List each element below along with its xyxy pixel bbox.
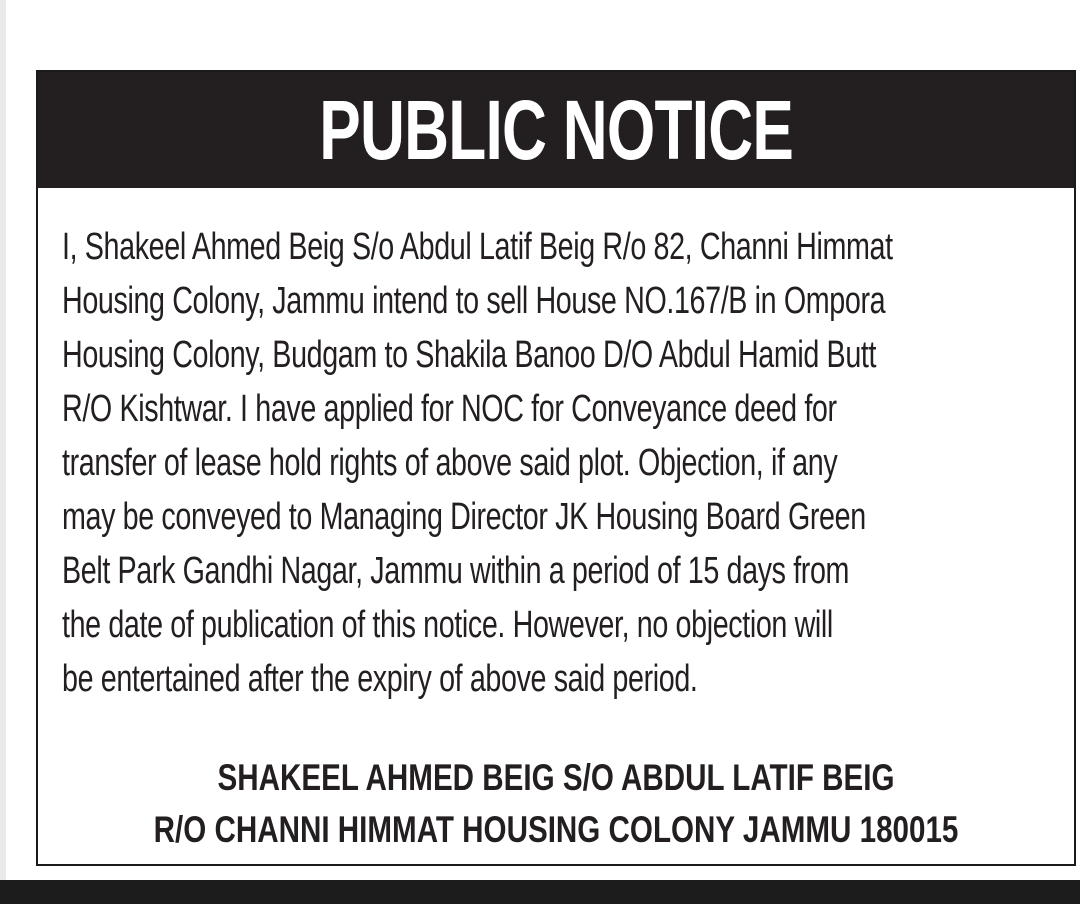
bottom-bar [0, 880, 1080, 904]
body-line: R/O Kishtwar. I have applied for NOC for Conveyance deed for [62, 388, 837, 430]
body-line: Housing Colony, Budgam to Shakila Banoo D/O Abdul Hamid Butt [62, 334, 877, 376]
signature-block [38, 752, 1074, 856]
body-line: transfer of lease hold rights of above said plot. Objection, if any [62, 442, 838, 484]
page-edge [0, 0, 6, 880]
title-bar [38, 72, 1074, 188]
notice-title: PUBLIC NOTICE [319, 83, 793, 177]
body-line: the date of publication of this notice. However, no objection will [62, 604, 833, 646]
notice-body [62, 220, 1052, 706]
body-line: I, Shakeel Ahmed Beig S/o Abdul Latif Beig R/o 82, Channi Himmat [62, 226, 893, 268]
public-notice-box [36, 70, 1076, 866]
body-line: may be conveyed to Managing Director JK Housing Board Green [62, 496, 866, 538]
body-line: Housing Colony, Jammu intend to sell House NO.167/B in Ompora [62, 280, 886, 322]
body-line: be entertained after the expiry of above said period. [62, 658, 698, 700]
signature-name: SHAKEEL AHMED BEIG S/O ABDUL LATIF BEIG [217, 757, 895, 798]
body-line: Belt Park Gandhi Nagar, Jammu within a period of 15 days from [62, 550, 850, 592]
signature-address: R/O CHANNI HIMMAT HOUSING COLONY JAMMU 180015 [153, 809, 959, 850]
